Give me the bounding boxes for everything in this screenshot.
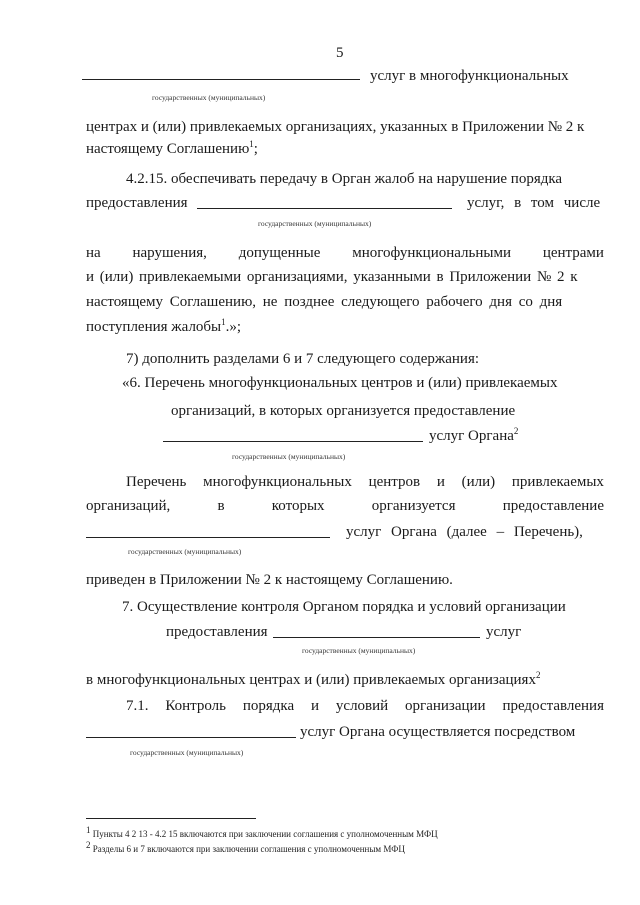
text-line: услуг — [486, 624, 522, 640]
word: на — [86, 245, 101, 261]
word: Контроль — [165, 698, 227, 714]
caption: государственных (муниципальных) — [258, 219, 372, 228]
word: допущенные — [238, 245, 321, 261]
text-line: организаций, в которых организуется предоставление — [171, 403, 516, 419]
word: (или) — [461, 474, 496, 490]
justified-line — [126, 473, 604, 491]
text-line: услуг Органа (далее – Перечень), — [346, 524, 583, 540]
word: 7.1. — [126, 698, 149, 714]
footnote-mark: 1 — [86, 825, 91, 835]
text-line: «6. Перечень многофункциональных центров и (или) привлекаемых — [122, 375, 558, 391]
word: многофункциональных — [203, 474, 352, 490]
word: предоставление — [502, 498, 604, 514]
word: порядка — [242, 698, 295, 714]
caption: государственных (муниципальных) — [152, 93, 266, 102]
text-line: услуг в многофункциональных — [370, 68, 569, 84]
footnote-ref: 1 — [221, 317, 226, 327]
caption: государственных (муниципальных) — [128, 547, 242, 556]
footnote-ref: 1 — [249, 139, 254, 149]
caption: государственных (муниципальных) — [130, 748, 244, 757]
footnote-ref: 2 — [513, 426, 519, 436]
word: условий — [335, 698, 389, 714]
text-line: услуг, в том числе — [467, 195, 601, 211]
text-line: настоящему Соглашению$^1$; — [86, 139, 258, 157]
word: предоставления — [502, 698, 604, 714]
text-line: предоставления — [166, 624, 268, 640]
caption: государственных (муниципальных) — [232, 452, 346, 461]
text-line: поступления жалобы$^1$.»; — [86, 317, 242, 335]
text-line: 7) дополнить разделами 6 и 7 следующего содержания: — [126, 351, 480, 367]
word: которых — [271, 498, 325, 514]
word: привлекаемых — [511, 474, 604, 490]
blank-line — [82, 79, 360, 80]
word: организации — [405, 698, 486, 714]
word: нарушения, — [132, 245, 207, 261]
text-line: и (или) привлекаемыми организациями, указанными в Приложении № 2 к — [86, 269, 578, 285]
justified-line — [86, 244, 604, 262]
footnote-ref: 2 — [535, 670, 541, 680]
word: и — [311, 698, 320, 714]
blank-line — [86, 737, 296, 738]
word: и — [436, 474, 445, 490]
word: организуется — [371, 498, 456, 514]
word: многофункциональными — [352, 245, 511, 261]
blank-line — [86, 537, 330, 538]
footnote-separator — [86, 818, 256, 819]
text-line: центрах и (или) привлекаемых организациях, указанных в Приложении № 2 к — [86, 119, 585, 135]
word: центров — [368, 474, 421, 490]
justified-line — [86, 497, 604, 515]
blank-line — [197, 208, 452, 209]
word: Перечень — [126, 474, 187, 490]
justified-line — [126, 697, 604, 715]
text-line: настоящему Соглашению, не позднее следующего рабочего дня со дня — [86, 294, 563, 310]
text-line: услуг Органа осуществляется посредством — [300, 724, 576, 740]
word: организаций, — [86, 498, 171, 514]
blank-line — [163, 441, 423, 442]
word: центрами — [542, 245, 604, 261]
text-line: 7. Осуществление контроля Органом порядка и условий организации — [122, 599, 566, 615]
text-line: в многофункциональных центрах и (или) привлекаемых организациях$^2$ — [86, 670, 541, 688]
caption: государственных (муниципальных) — [302, 646, 416, 655]
text-line: услуг Органа$^2$ — [429, 426, 519, 444]
text-line: 4.2.15. обеспечивать передачу в Орган жалоб на нарушение порядка — [126, 171, 563, 187]
blank-line — [273, 637, 480, 638]
footnote-mark: 2 — [86, 840, 91, 850]
text-line: предоставления — [86, 195, 188, 211]
text-line: приведен в Приложении № 2 к настоящему Соглашению. — [86, 572, 453, 588]
page-number: 5 — [336, 45, 344, 61]
footnote: $^2$ Разделы 6 и 7 включаются при заключении соглашения с уполномоченным МФЦ — [86, 840, 405, 854]
footnote: $^1$ Пункты 4 2 13 - 4.2 15 включаются при заключении соглашения с уполномоченным МФЦ — [86, 825, 438, 839]
word: в — [217, 498, 225, 514]
